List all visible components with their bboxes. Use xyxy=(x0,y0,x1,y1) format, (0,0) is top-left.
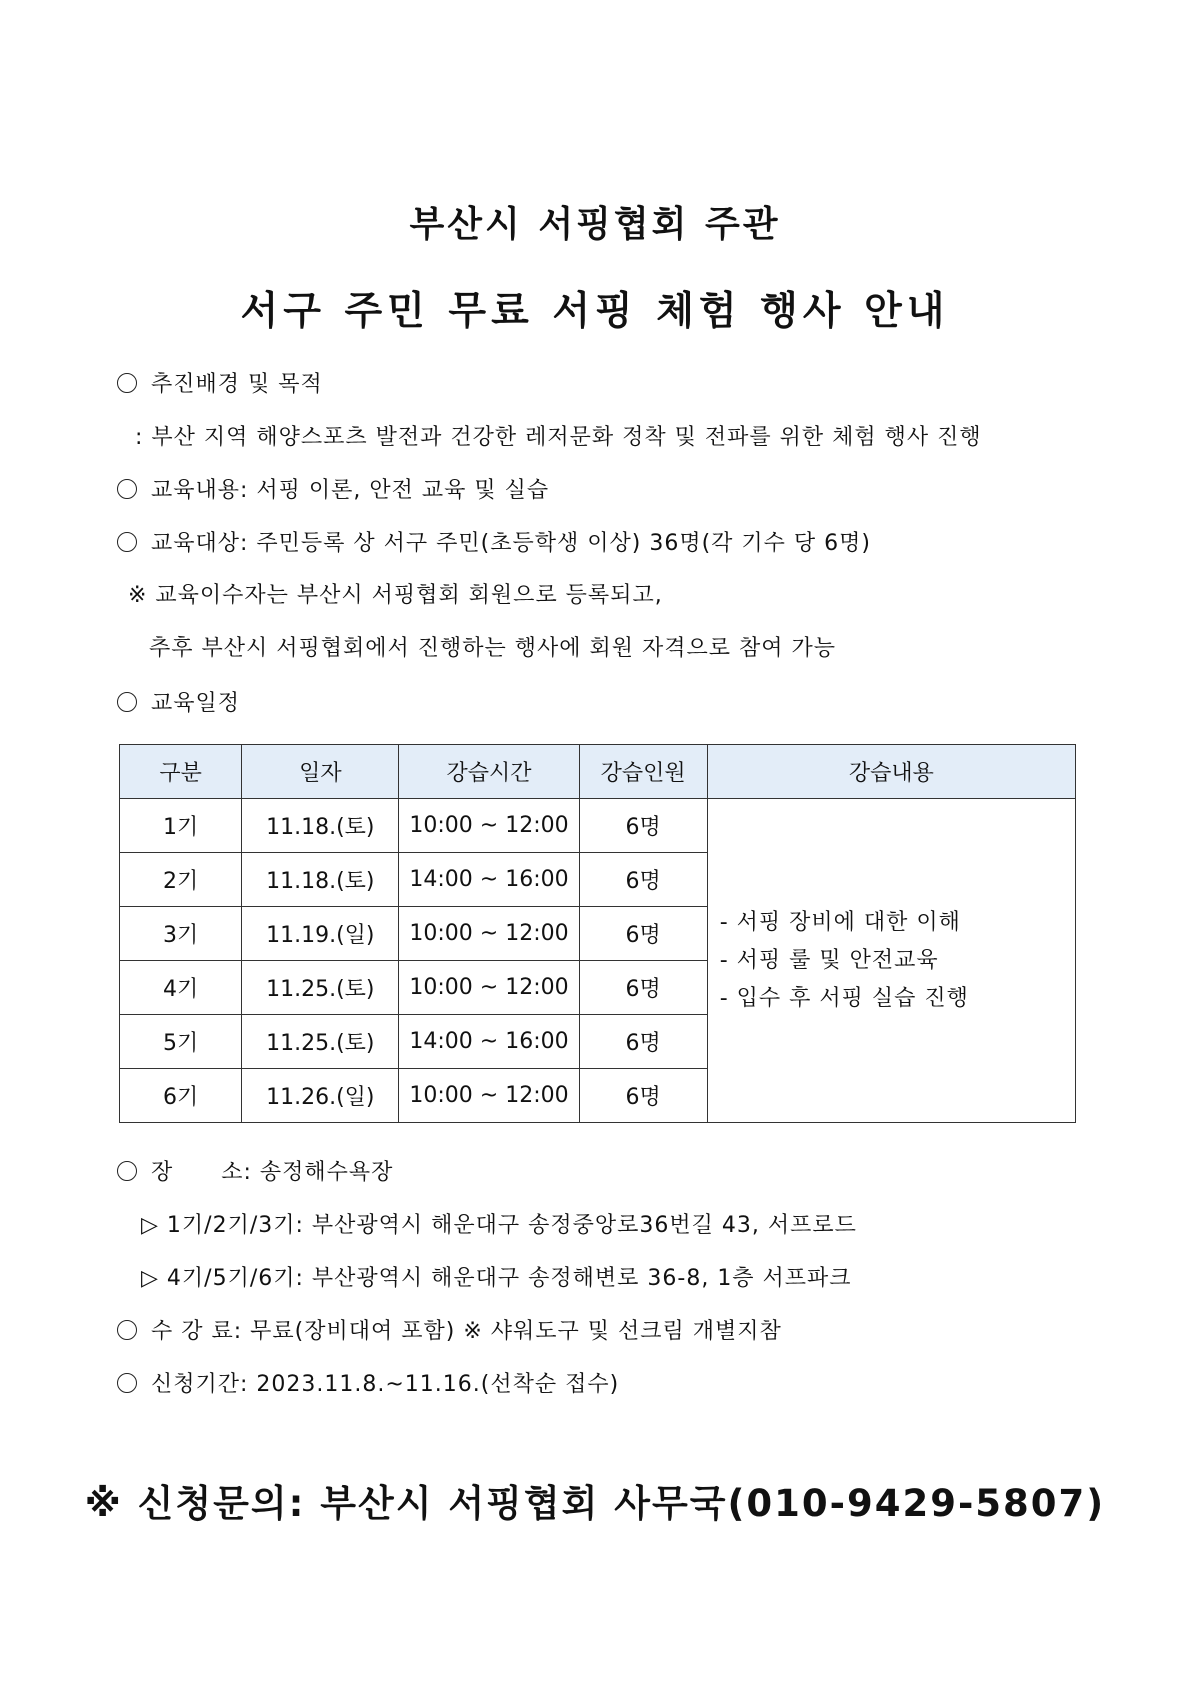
cell-date: 11.26.(일) xyxy=(242,1069,399,1123)
cell-count: 6명 xyxy=(579,907,707,961)
cell-session: 2기 xyxy=(120,853,242,907)
header-cell: 강습내용 xyxy=(707,745,1075,799)
location-line-2: ▷ 4기/5기/6기: 부산광역시 해운대구 송정해변로 36-8, 1층 서프파크 xyxy=(141,1266,852,1291)
cell-date: 11.25.(토) xyxy=(242,961,399,1015)
circle-bullet-icon xyxy=(117,1161,137,1181)
cell-lesson-content xyxy=(707,799,1075,1123)
schedule-table xyxy=(119,744,1076,1123)
circle-bullet-icon xyxy=(117,532,137,552)
cell-date: 11.25.(토) xyxy=(242,1015,399,1069)
cell-session: 3기 xyxy=(120,907,242,961)
cell-session: 4기 xyxy=(120,961,242,1015)
application-period: 신청기간: 2023.11.8.~11.16.(선착순 접수) xyxy=(117,1367,619,1398)
cell-date: 11.19.(일) xyxy=(242,907,399,961)
cell-date: 11.18.(토) xyxy=(242,799,399,853)
fee: 수 강 료: 무료(장비대여 포함) ※ 샤워도구 및 선크림 개별지참 xyxy=(117,1314,782,1345)
title-event: 서구 주민 무료 서핑 체험 행사 안내 xyxy=(240,289,950,334)
circle-bullet-icon xyxy=(117,373,137,393)
contact-info: ※ 신청문의: 부산시 서핑협회 사무국(010-9429-5807) xyxy=(84,1482,1106,1525)
cell-date: 11.18.(토) xyxy=(242,853,399,907)
table-header-row xyxy=(120,745,1076,799)
table-row xyxy=(120,799,1076,853)
cell-time: 14:00 ~ 16:00 xyxy=(399,1015,579,1069)
header-cell: 강습시간 xyxy=(399,745,579,799)
cell-time: 10:00 ~ 12:00 xyxy=(399,1069,579,1123)
circle-bullet-icon xyxy=(117,1320,137,1340)
note-line-1: ※ 교육이수자는 부산시 서핑협회 회원으로 등록되고, xyxy=(128,583,663,608)
cell-time: 10:00 ~ 12:00 xyxy=(399,799,579,853)
education-content: 교육내용: 서핑 이론, 안전 교육 및 실습 xyxy=(117,473,549,504)
circle-bullet-icon xyxy=(117,479,137,499)
header-cell: 일자 xyxy=(242,745,399,799)
location-line-1: ▷ 1기/2기/3기: 부산광역시 해운대구 송정중앙로36번길 43, 서프로드 xyxy=(141,1213,857,1238)
header-cell: 강습인원 xyxy=(579,745,707,799)
cell-time: 14:00 ~ 16:00 xyxy=(399,853,579,907)
cell-count: 6명 xyxy=(579,853,707,907)
content-line: - 서핑 장비에 대한 이해 xyxy=(719,909,961,935)
circle-bullet-icon xyxy=(117,692,137,712)
cell-count: 6명 xyxy=(579,961,707,1015)
purpose-text: : 부산 지역 해양스포츠 발전과 건강한 레저문화 정착 및 전파를 위한 체험 행사 진행 xyxy=(135,425,982,450)
content-line: - 입수 후 서핑 실습 진행 xyxy=(719,985,969,1011)
purpose-heading: 추진배경 및 목적 xyxy=(117,367,323,398)
cell-session: 1기 xyxy=(120,799,242,853)
location: 장 소: 송정해수욕장 xyxy=(117,1155,393,1186)
content-line: - 서핑 룰 및 안전교육 xyxy=(719,947,939,973)
cell-time: 10:00 ~ 12:00 xyxy=(399,961,579,1015)
schedule-heading: 교육일정 xyxy=(117,686,240,717)
cell-count: 6명 xyxy=(579,1015,707,1069)
cell-time: 10:00 ~ 12:00 xyxy=(399,907,579,961)
title-organizer: 부산시 서핑협회 주관 xyxy=(409,204,781,245)
cell-session: 6기 xyxy=(120,1069,242,1123)
circle-bullet-icon xyxy=(117,1373,137,1393)
cell-count: 6명 xyxy=(579,799,707,853)
cell-count: 6명 xyxy=(579,1069,707,1123)
cell-session: 5기 xyxy=(120,1015,242,1069)
note-line-2: 추후 부산시 서핑협회에서 진행하는 행사에 회원 자격으로 참여 가능 xyxy=(149,636,837,661)
education-target: 교육대상: 주민등록 상 서구 주민(초등학생 이상) 36명(각 기수 당 6명) xyxy=(117,526,871,557)
header-cell: 구분 xyxy=(120,745,242,799)
